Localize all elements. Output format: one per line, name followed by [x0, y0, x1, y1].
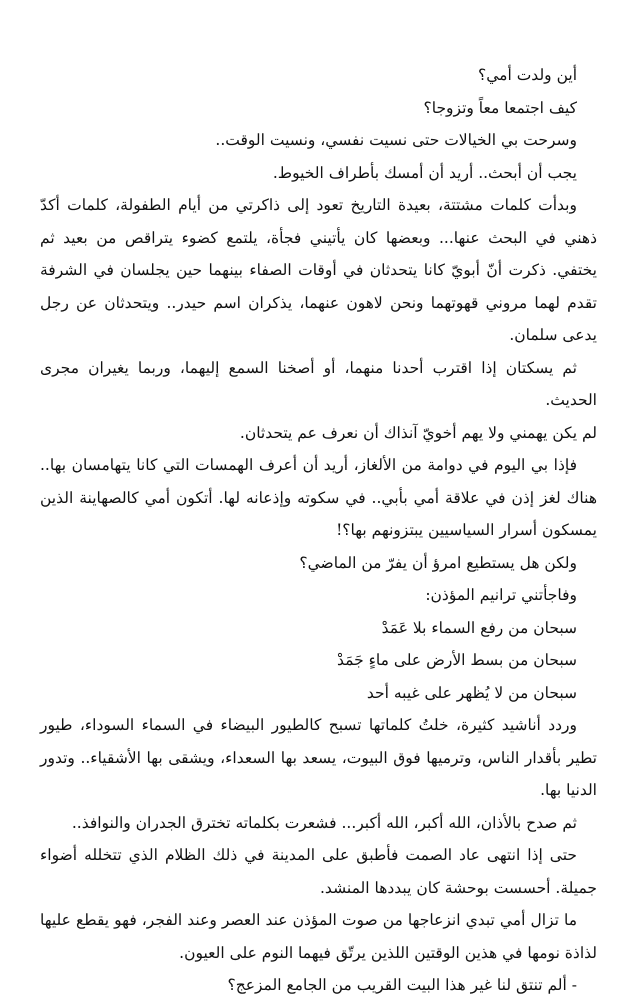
paragraph: حتى إذا انتهى عاد الصمت فأطبق على المدينة في ذلك الظلام الذي تتخلله أضواء جميلة. أحسست بوحشة كان يبددها المنشد. — [40, 846, 597, 897]
body-text — [40, 59, 597, 1002]
paragraph: وبدأت كلمات مشتتة، بعيدة التاريخ تعود إلى ذاكرتي من أيام الطفولة، كلمات أكدّ ذهني في البحث عنها... وبعضها كان يأتيني فجأة، يلتمع كضوء يتراقص من بعيد ثم يختفي. ذكرت أنّ أبويّ كانا يتحدثان في أوقات الصفاء بينهما حين يجلسان في الشرفة تقدم لهما مروني قهوتهما ونحن لاهون عنهما، يذكران اسم حيدر.. ويتحدثان عن رجل يدعى سلمان. — [40, 196, 597, 344]
paragraph: يجب أن أبحث.. أريد أن أمسك بأطراف الخيوط. — [272, 163, 577, 182]
paragraph: فإذا بي اليوم في دوامة من الألغاز، أريد أن أعرف الهمسات التي كانا يتهامسان بها.. هناك لغز إذن في علاقة أمي بأبي.. في سكوته وإذعانه لها. أتكون أمي كالصهاينة الذين يمسكون أسرار السياسيين يبتزونهم بها؟! — [40, 456, 597, 539]
paragraph: أين ولدت أمي؟ — [478, 66, 577, 84]
paragraph: ثم يسكتان إذا اقترب أحدنا منهما، أو أصخنا السمع إليهما، وربما يغيران مجرى الحديث. — [40, 358, 597, 409]
paragraph: ثم صدح بالأذان، الله أكبر، الله أكبر... فشعرت بكلماته تخترق الجدران والنوافذ.. — [71, 813, 577, 832]
paragraph: لم يكن يهمني ولا يهم أخويّ آنذاك أن نعرف عم يتحدثان. — [239, 423, 597, 442]
paragraph: ما تزال أمي تبدي انزعاجها من صوت المؤذن عند العصر وعند الفجر، فهو يقطع عليها لذاذة نومها في هذين الوقتين اللذين يرتّق فيهما النوم على العيون. — [40, 911, 597, 962]
paragraph: وسرحت بي الخيالات حتى نسيت نفسي، ونسيت الوقت.. — [215, 131, 577, 149]
dialogue-line: - ألم تنتق لنا غير هذا البيت القريب من الجامع المزعج؟ — [227, 976, 577, 994]
paragraph: كيف اجتمعا معاً وتزوجا؟ — [423, 98, 577, 117]
verse-line: سبحان من لا يُظهر على غيبه أحد — [366, 683, 577, 702]
paragraph: وفاجأتني ترانيم المؤذن: — [425, 586, 577, 604]
verse-line: سبحان من رفع السماء بلا عَمَدْ — [381, 618, 577, 637]
verse-line: سبحان من بسط الأرض على ماءٍ جَمَدْ — [337, 651, 577, 669]
paragraph: ولكن هل يستطيع امرؤ أن يفرّ من الماضي؟ — [299, 553, 577, 572]
paragraph: وردد أناشيد كثيرة، خلتُ كلماتها تسبح كالطيور البيضاء في السماء السوداء، طيور تطير بأقدار الناس، وترميها فوق البيوت، يسعد بها السعداء، ويشقى بها الأشقياء.. وتدور الدنيا بها. — [40, 716, 597, 799]
